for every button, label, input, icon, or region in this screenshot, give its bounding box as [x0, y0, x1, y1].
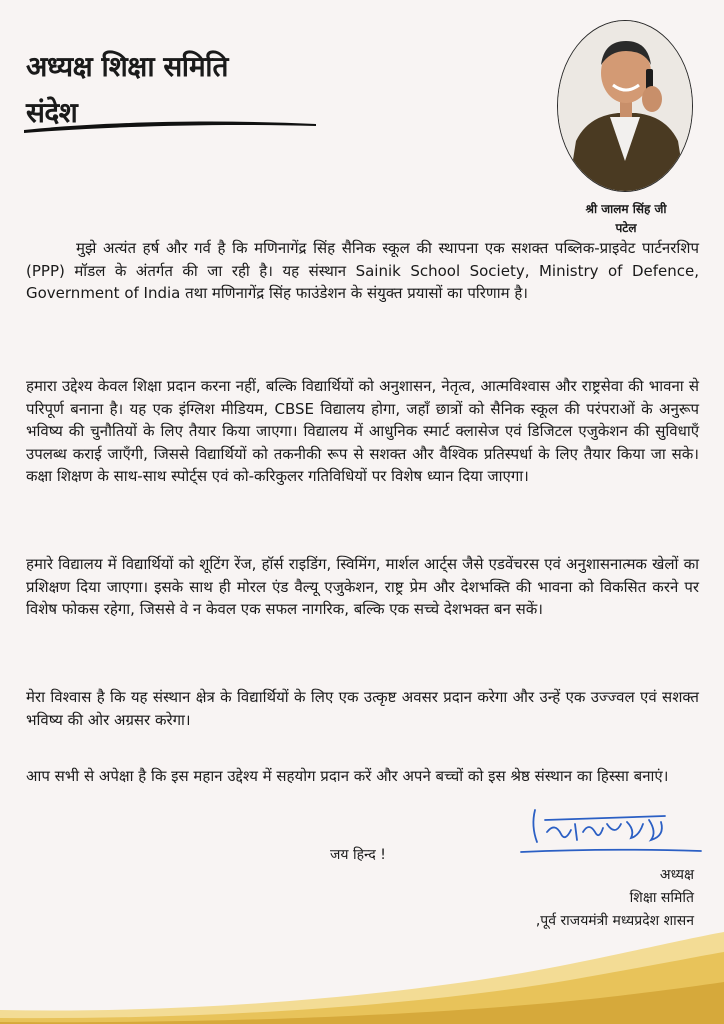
profile-name-line-2: पटेल: [615, 221, 637, 235]
title-line-1: अध्यक्ष शिक्षा समिति: [26, 50, 228, 83]
profile-name: [560, 200, 692, 238]
signature: [515, 806, 705, 856]
profile-photo: [557, 20, 693, 192]
message-paragraph-3: हमारे विद्यालय में विद्यार्थियों को शूटिंग रेंज, हॉर्स राइडिंग, स्विमिंग, मार्शल आर्ट्स जैसे एडवेंचरस एवं अनुशासनात्मक खेलों का प्रशिक्षण दिया जाएगा। इसके साथ ही मोरल एंड वैल्यू एजुकेशन, राष्ट्र प्रेम और देशभक्ति की भावना को विकसित करने पर विशेष फोकस रहेगा, जिससे वे न केवल एक सफल नागरिक, बल्कि एक सच्चे देशभक्त बन सकें।: [26, 555, 699, 619]
designation-former-minister: ,पूर्व राजयमंत्री मध्यप्रदेश शासन: [535, 913, 694, 929]
message-paragraph-5: आप सभी से अपेक्षा है कि इस महान उद्देश्य में सहयोग प्रदान करें और अपने बच्चों को इस श्रेष्ठ संस्थान का हिस्सा बनाएं।: [26, 767, 669, 785]
footer-gold-wave: [0, 914, 724, 1024]
profile-name-line-1: श्री जालम सिंह जी: [585, 202, 667, 216]
message-paragraph-4: मेरा विश्वास है कि यह संस्थान क्षेत्र के विद्यार्थियों के लिए एक उत्कृष्ट अवसर प्रदान करेगा और उन्हें एक उज्ज्वल एवं सशक्त भविष्य की ओर अग्रसर करेगा।: [26, 688, 699, 729]
jai-hind-salutation: जय हिन्द !: [330, 847, 386, 863]
designation-chairman: अध्यक्ष: [659, 867, 694, 883]
title-underline: [20, 114, 320, 134]
title-line-2: संदेश: [26, 96, 78, 129]
designation-committee: शिक्षा समिति: [629, 890, 694, 906]
message-paragraph-1: मुझे अत्यंत हर्ष और गर्व है कि मणिनागेंद्र सिंह सैनिक स्कूल की स्थापना एक सशक्त पब्लिक-प्राइवेट पार्टनरशिप (PPP) मॉडल के अंतर्गत की जा रही है। यह संस्थान Sainik School Society, Ministry of Defence, Government of India तथा मणिनागेंद्र सिंह फाउंडेशन के संयुक्त प्रयासों का परिणाम है।: [26, 239, 699, 303]
message-paragraph-2: हमारा उद्देश्य केवल शिक्षा प्रदान करना नहीं, बल्कि विद्यार्थियों को अनुशासन, नेतृत्व, आत्मविश्वास और राष्ट्रसेवा की भावना से परिपूर्ण बनाना है। यह एक इंग्लिश मीडियम, CBSE विद्यालय होगा, जहाँ छात्रों को सैनिक स्कूल की परंपराओं के अनुरूप भविष्य की चुनौतियों के लिए तैयार किया जाएगा। विद्यालय में आधुनिक स्मार्ट क्लासेज एवं डिजिटल एजुकेशन की सुविधाएँ उपलब्ध कराई जाएँगी, जिससे विद्यार्थियों को तकनीकी रूप से सशक्त और वैश्विक प्रतिस्पर्धा के लिए तैयार किया जा सके। कक्षा शिक्षण के साथ-साथ स्पोर्ट्स एवं को-करिकुलर गतिविधियों पर विशेष ध्यान दिया जाएगा।: [26, 377, 699, 486]
